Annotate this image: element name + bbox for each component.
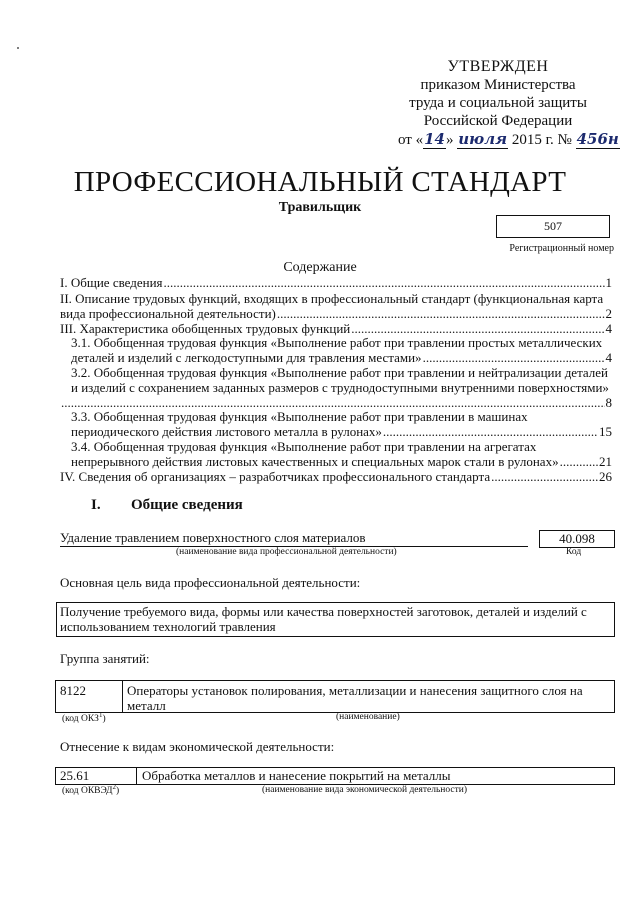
group-code: 8122 <box>60 683 86 698</box>
group-name-caption: (наименование) <box>336 712 400 722</box>
toc-item[interactable]: I. Общие сведения ..... 1 <box>60 275 612 290</box>
toc-item[interactable]: непрерывного действия листовых качественных и специальных марок стали в рулонах» ..... 21 <box>71 454 612 469</box>
activity-name-field <box>60 530 528 547</box>
toc-item[interactable]: деталей и изделий с легкодоступными для травления местами» ..... 4 <box>71 350 612 365</box>
registration-label: Регистрационный номер <box>509 243 614 254</box>
toc-item[interactable]: III. Характеристика обобщенных трудовых функций ..... 4 <box>60 321 612 336</box>
activity-name: Удаление травлением поверхностного слоя материалов <box>60 530 366 545</box>
code-label: Код <box>566 547 582 557</box>
econ-name: Обработка металлов и нанесение покрытий на металлы <box>142 768 451 783</box>
toc-item[interactable]: периодического действия листового металла в рулонах» ..... 15 <box>71 424 612 439</box>
econ-code: 25.61 <box>60 768 90 783</box>
date-day: 14 <box>424 130 445 148</box>
date-prefix: от « <box>398 132 424 148</box>
goal-box <box>56 602 615 637</box>
order-number: 456н <box>576 130 619 148</box>
approval-date-line <box>398 130 619 149</box>
activity-code-box <box>539 530 615 548</box>
group-label: Группа занятий: <box>60 651 150 666</box>
approval-line-2: труда и социальной защиты <box>409 95 587 111</box>
toc-item[interactable]: 3.2. Обобщенная трудовая функция «Выполнение работ при травлении и нейтрализации деталей <box>71 365 609 380</box>
group-code-caption: (код ОКЗ$^1$) <box>62 711 106 725</box>
date-year: 2015 г. № <box>511 132 572 148</box>
econ-code-caption: (код ОКВЭД$^2$) <box>62 783 120 797</box>
toc-item[interactable]: II. Описание трудовых функций, входящих в профессиональный стандарт (функциональная карта <box>60 291 604 306</box>
toc-item[interactable]: IV. Сведения об организациях – разработчиках профессионального стандарта ..... 26 <box>60 469 612 484</box>
section-heading <box>91 497 243 514</box>
approval-line-1: приказом Министерства <box>420 77 576 93</box>
toc-item[interactable]: и изделий с сохранением заданных размеров с труднодоступными внутренними поверхностями» <box>71 380 609 395</box>
activity-caption: (наименование вида профессиональной деятельности) <box>176 547 397 557</box>
section-number: I. <box>91 497 101 513</box>
scan-speck <box>17 47 19 49</box>
goal-text-line-2: использованием технологий травления <box>60 619 276 634</box>
goal-text-line-1: Получение требуемого вида, формы или качества поверхностей заготовок, деталей и изделий с <box>60 604 587 619</box>
group-name: Операторы установок полирования, металлизации и нанесения защитного слоя на металл <box>127 683 583 713</box>
approval-line-3: Российской Федерации <box>423 113 573 129</box>
approval-title: УТВЕРЖДЕН <box>447 58 549 75</box>
toc-item[interactable]: вида профессиональной деятельности) ..... 2 <box>60 306 612 321</box>
toc-item[interactable]: 3.4. Обобщенная трудовая функция «Выполнение работ при травлении на агрегатах <box>71 439 537 454</box>
econ-table <box>55 767 615 785</box>
toc-item[interactable]: 3.1. Обобщенная трудовая функция «Выполнение работ при травлении простых металлических <box>71 335 603 350</box>
toc-item[interactable]: 3.3. Обобщенная трудовая функция «Выполнение работ при травлении в машинах <box>71 409 528 424</box>
date-month: июля <box>458 130 508 148</box>
section-title: Общие сведения <box>131 497 243 513</box>
activity-code: 40.098 <box>559 531 595 546</box>
econ-name-caption: (наименование вида экономической деятельности) <box>262 785 467 795</box>
group-table <box>55 680 615 713</box>
date-mid: » <box>445 132 454 148</box>
toc-item[interactable]: ..... 8 <box>60 395 612 410</box>
approval-block <box>398 58 619 149</box>
document-title: ПРОФЕССИОНАЛЬНЫЙ СТАНДАРТ <box>73 166 567 198</box>
document-subtitle: Травильщик <box>278 200 362 215</box>
econ-label: Отнесение к видам экономической деятельности: <box>60 739 335 754</box>
toc-heading: Содержание <box>283 260 357 275</box>
goal-label: Основная цель вида профессиональной деятельности: <box>60 575 361 590</box>
registration-number-box: 507 <box>496 215 610 238</box>
